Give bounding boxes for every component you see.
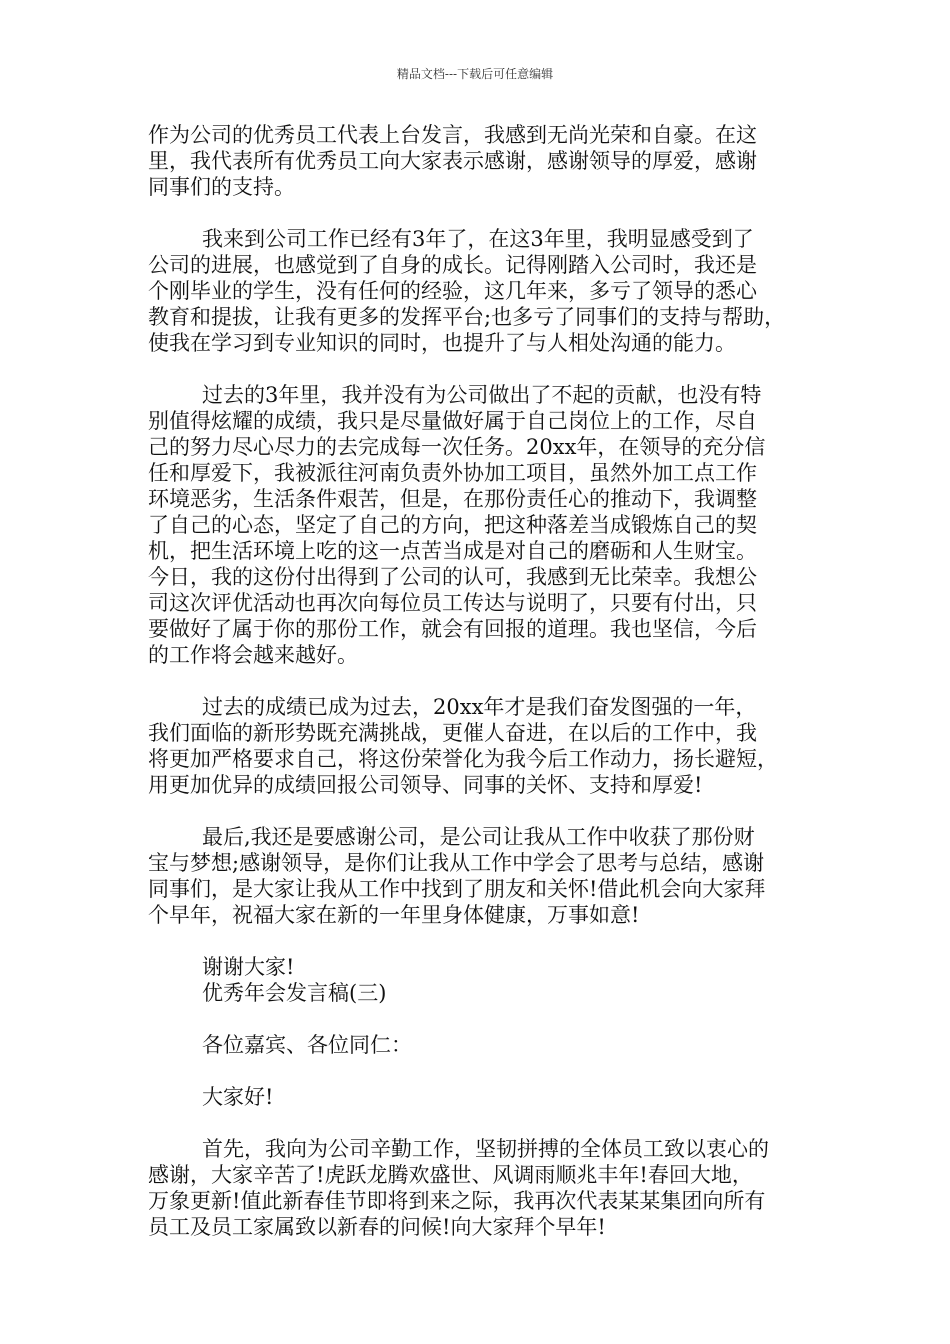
paragraph-6 (148, 954, 808, 1006)
text-line: 了自己的心态，坚定了自己的方向，把这种落差当成锻炼自己的契 (148, 513, 757, 537)
text-line: 个早年，祝福大家在新的一年里身体健康，万事如意! (148, 903, 640, 927)
paragraph-4 (148, 694, 808, 798)
text-line: 宝与梦想;感谢领导，是你们让我从工作中学会了思考与总结，感谢 (148, 851, 765, 875)
text-line: 司这次评优活动也再次向每位员工传达与说明了，只要有付出，只 (148, 591, 757, 615)
text-line: 个刚毕业的学生，没有任何的经验，这几年来，多亏了领导的悉心 (148, 279, 757, 303)
paragraph-9 (148, 1136, 808, 1240)
text-line: 环境恶劣，生活条件艰苦，但是，在那份责任心的推动下，我调整 (148, 487, 757, 511)
text-line: 感谢，大家辛苦了!虎跃龙腾欢盛世、风调雨顺兆丰年!春回大地， (148, 1163, 753, 1187)
paragraph-gap (148, 356, 808, 382)
text-line: 机，把生活环境上吃的这一点苦当成是对自己的磨砺和人生财宝。 (148, 539, 757, 563)
text-line: 员工及员工家属致以新春的问候!向大家拜个早年! (148, 1215, 606, 1239)
paragraph-1 (148, 122, 808, 200)
paragraph-gap (148, 668, 808, 694)
text-line: 将更加严格要求自己，将这份荣誉化为我今后工作动力，扬长避短， (148, 747, 778, 771)
paragraph-7 (148, 1032, 808, 1058)
text-line: 作为公司的优秀员工代表上台发言，我感到无尚光荣和自豪。在这 (148, 123, 757, 147)
text-line: 的工作将会越来越好。 (148, 643, 358, 667)
text-line: 同事们，是大家让我从工作中找到了朋友和关怀!借此机会向大家拜 (148, 877, 766, 901)
paragraph-3 (148, 382, 808, 668)
section-title: 优秀年会发言稿(三) (202, 981, 387, 1005)
text-line: 最后,我还是要感谢公司，是公司让我从工作中收获了那份财 (202, 825, 755, 849)
paragraph-8 (148, 1084, 808, 1110)
text-line: 别值得炫耀的成绩，我只是尽量做好属于自己岗位上的工作，尽自 (148, 409, 757, 433)
text-line: 要做好了属于你的那份工作，就会有回报的道理。我也坚信，今后 (148, 617, 757, 641)
text-line: 任和厚爱下，我被派往河南负责外协加工项目，虽然外加工点工作 (148, 461, 757, 485)
paragraph-gap (148, 928, 808, 954)
paragraph-5 (148, 824, 808, 928)
paragraph-gap (148, 200, 808, 226)
text-line: 用更加优异的成绩回报公司领导、同事的关怀、支持和厚爱! (148, 773, 703, 797)
document-body (148, 122, 808, 1240)
text-line: 今日，我的这份付出得到了公司的认可，我感到无比荣幸。我想公 (148, 565, 757, 589)
paragraph-gap (148, 1110, 808, 1136)
greeting: 大家好! (202, 1085, 274, 1109)
text-line: 谢谢大家! (202, 955, 295, 979)
text-line: 我们面临的新形势既充满挑战，更催人奋进，在以后的工作中，我 (148, 721, 757, 745)
text-line: 公司的进展，也感觉到了自身的成长。记得刚踏入公司时，我还是 (148, 253, 757, 277)
salutation: 各位嘉宾、各位同仁： (202, 1033, 412, 1057)
text-line: 过去的3年里，我并没有为公司做出了不起的贡献，也没有特 (202, 383, 762, 407)
paragraph-gap (148, 1006, 808, 1032)
text-line: 里，我代表所有优秀员工向大家表示感谢，感谢领导的厚爱，感谢 (148, 149, 757, 173)
text-line: 过去的成绩已成为过去，20xx年才是我们奋发图强的一年， (202, 695, 757, 719)
text-line: 万象更新!值此新春佳节即将到来之际，我再次代表某某集团向所有 (148, 1189, 766, 1213)
paragraph-2 (148, 226, 808, 356)
text-line: 我来到公司工作已经有3年了，在这3年里，我明显感受到了 (202, 227, 754, 251)
paragraph-gap (148, 1058, 808, 1084)
text-line: 己的努力尽心尽力的去完成每一次任务。20xx年，在领导的充分信 (148, 435, 766, 459)
text-line: 使我在学习到专业知识的同时，也提升了与人相处沟通的能力。 (148, 331, 736, 355)
text-line: 同事们的支持。 (148, 175, 295, 199)
text-line: 首先，我向为公司辛勤工作，坚韧拼搏的全体员工致以衷心的 (202, 1137, 769, 1161)
text-line: 教育和提拔，让我有更多的发挥平台;也多亏了同事们的支持与帮助， (148, 305, 786, 329)
page-header: 精品文档---下载后可任意编辑 (396, 67, 554, 81)
paragraph-gap (148, 798, 808, 824)
